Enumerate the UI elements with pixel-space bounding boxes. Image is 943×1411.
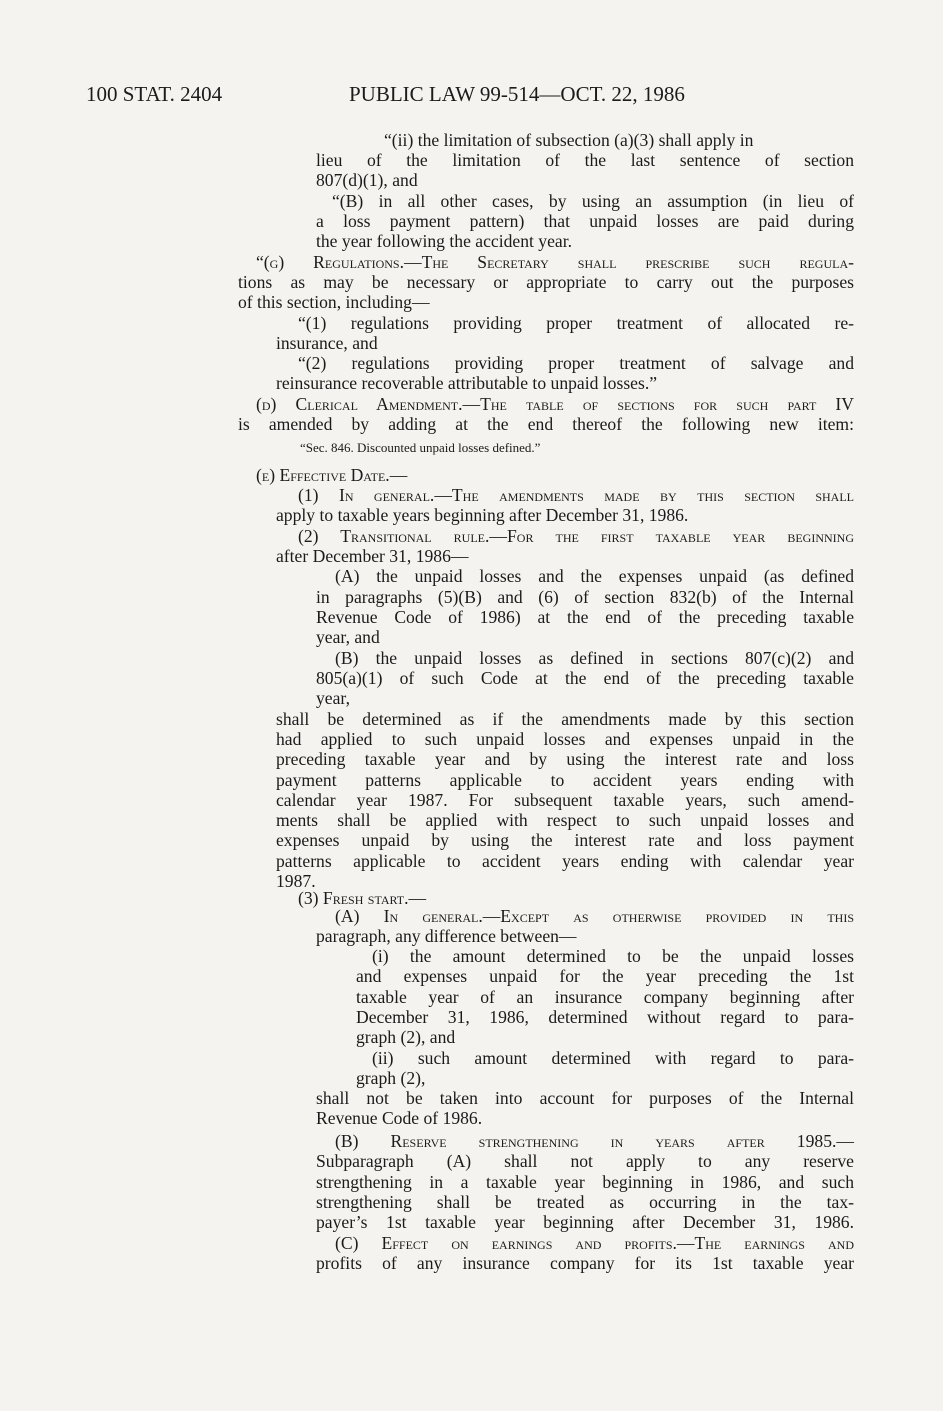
text-line: shall not be taken into account for purposes of the Internal [316, 1088, 854, 1108]
text-line: expenses unpaid by using the interest rate and loss payment [276, 830, 854, 850]
text-line: “(B) in all other cases, by using an assumption (in lieu of [332, 191, 854, 211]
text-line: a loss payment pattern) that unpaid losses are paid during [316, 211, 854, 231]
text-line: “(g) Regulations.—The Secretary shall prescribe such regula- [256, 252, 854, 272]
text-line: Revenue Code of 1986. [316, 1108, 483, 1128]
text-line: (1) In general.—The amendments made by this section shall [298, 485, 854, 505]
text-line: profits of any insurance company for its 1st taxable year [316, 1253, 854, 1273]
stat-citation: 100 STAT. 2404 [86, 82, 223, 106]
text-line: (B) Reserve strengthening in years after 1985.— [335, 1131, 854, 1151]
text-line: is amended by adding at the end thereof the following new item: [238, 414, 854, 434]
text-line: payer’s 1st taxable year beginning after December 31, 1986. [316, 1212, 854, 1232]
text-line: year, and [316, 627, 380, 647]
text-line: had applied to such unpaid losses and expenses unpaid in the [276, 729, 854, 749]
text-line: Subparagraph (A) shall not apply to any reserve [316, 1151, 854, 1171]
text-line: 1987. [276, 871, 316, 891]
text-line: “(2) regulations providing proper treatment of salvage and [298, 353, 854, 373]
text-line: (d) Clerical Amendment.—The table of sections for such part IV [256, 394, 854, 414]
public-law-citation: PUBLIC LAW 99-514—OCT. 22, 1986 [349, 82, 685, 106]
text-line: of this section, including— [238, 292, 430, 312]
text-line: (C) Effect on earnings and profits.—The earnings and [335, 1233, 854, 1253]
text-line: graph (2), [356, 1068, 426, 1088]
text-line: tions as may be necessary or appropriate to carry out the purposes [238, 272, 854, 292]
text-line: shall be determined as if the amendments made by this section [276, 709, 854, 729]
text-line: (2) Transitional rule.—For the first taxable year beginning [298, 526, 854, 546]
text-line: reinsurance recoverable attributable to unpaid losses.” [276, 373, 658, 393]
text-line: taxable year of an insurance company beginning after [356, 987, 854, 1007]
text-line: payment patterns applicable to accident years ending with [276, 770, 854, 790]
text-line: (i) the amount determined to be the unpaid losses [372, 946, 854, 966]
text-line: (B) the unpaid losses as defined in sections 807(c)(2) and [335, 648, 854, 668]
text-line: strengthening in a taxable year beginning in 1986, and such [316, 1172, 854, 1192]
text-line: after December 31, 1986— [276, 546, 469, 566]
text-line: “(ii) the limitation of subsection (a)(3) shall apply in [384, 130, 754, 150]
text-line: (3) Fresh start.— [298, 888, 427, 908]
text-line: the year following the accident year. [316, 231, 572, 251]
text-line: (ii) such amount determined with regard to para- [372, 1048, 854, 1068]
text-line: insurance, and [276, 333, 378, 353]
text-line: in paragraphs (5)(B) and (6) of section 832(b) of the Internal [316, 587, 854, 607]
text-line: ments shall be applied with respect to such unpaid losses and [276, 810, 854, 830]
text-line: calendar year 1987. For subsequent taxable years, such amend- [276, 790, 854, 810]
text-line: graph (2), and [356, 1027, 456, 1047]
text-line: and expenses unpaid for the year preceding the 1st [356, 966, 854, 986]
text-line: (A) the unpaid losses and the expenses unpaid (as defined [335, 566, 854, 586]
text-line: year, [316, 688, 350, 708]
text-line: (e) Effective Date.— [256, 465, 408, 485]
text-line: 807(d)(1), and [316, 170, 418, 190]
text-line: preceding taxable year and by using the interest rate and loss [276, 749, 854, 769]
text-line: strengthening shall be treated as occurring in the tax- [316, 1192, 854, 1212]
text-line: (A) In general.—Except as otherwise provided in this [335, 906, 854, 926]
text-line: apply to taxable years beginning after December 31, 1986. [276, 505, 689, 525]
text-line: Revenue Code of 1986) at the end of the preceding taxable [316, 607, 854, 627]
text-line: patterns applicable to accident years ending with calendar year [276, 851, 854, 871]
text-line: 805(a)(1) of such Code at the end of the preceding taxable [316, 668, 854, 688]
text-line: paragraph, any difference between— [316, 926, 577, 946]
text-line: December 31, 1986, determined without regard to para- [356, 1007, 854, 1027]
text-line: “(1) regulations providing proper treatment of allocated re- [298, 313, 854, 333]
table-item: “Sec. 846. Discounted unpaid losses defined.” [300, 440, 541, 455]
text-line: lieu of the limitation of the last sentence of section [316, 150, 854, 170]
